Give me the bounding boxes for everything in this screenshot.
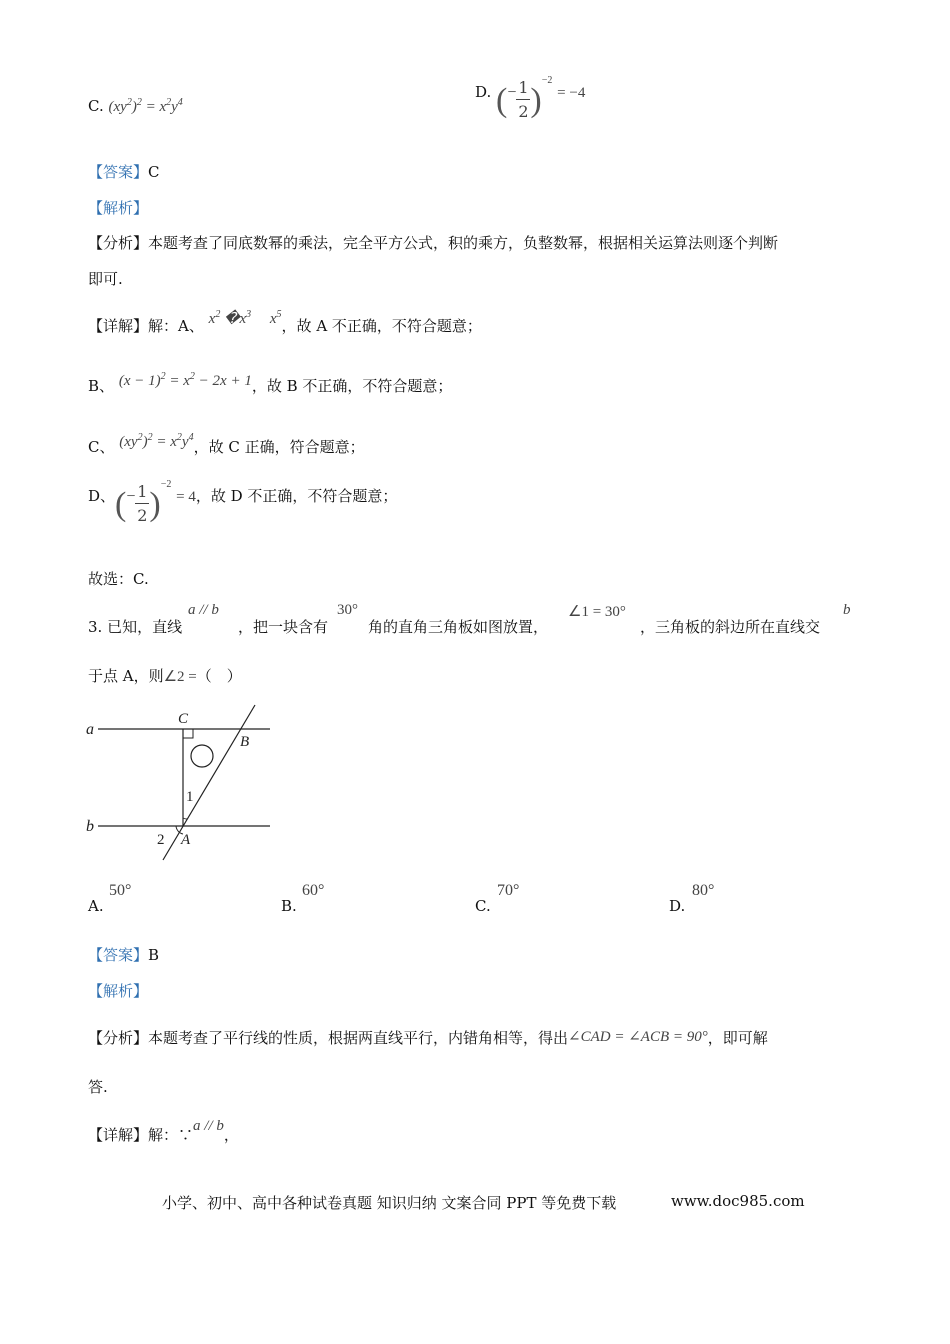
q3-option-b-value: 60° bbox=[302, 882, 325, 899]
q3-detail bbox=[88, 1118, 239, 1145]
footer-url[interactable]: www.doc985.com bbox=[671, 1192, 805, 1210]
angle-1-arc bbox=[183, 818, 187, 819]
q3-fenxi-line1 bbox=[88, 1027, 768, 1048]
q3-answer bbox=[88, 944, 159, 965]
fenxi-tag: 【分析】 bbox=[88, 1029, 149, 1047]
answer-tag: 【答案】 bbox=[88, 163, 149, 181]
triangle-hole bbox=[191, 745, 213, 767]
q3-option-c-letter: C. bbox=[475, 897, 491, 915]
detail-a-prefix: 解：A、 bbox=[148, 317, 204, 335]
q3-stem-5: 于点 A，则 bbox=[88, 667, 164, 685]
option-c-label: C. bbox=[88, 97, 104, 115]
detail-math: a // b bbox=[193, 1118, 224, 1134]
label-b: b bbox=[86, 818, 94, 835]
detail-c-prefix: C、 bbox=[88, 438, 115, 456]
detail-d-prefix: D、 bbox=[88, 487, 116, 505]
q2-conclusion: 故选：C. bbox=[88, 570, 149, 588]
q2-fenxi-line2: 即可. bbox=[88, 270, 123, 288]
q2-detail-c bbox=[88, 432, 365, 457]
q3-ab-parallel: a // b bbox=[188, 602, 219, 618]
detail-tag: 【详解】 bbox=[88, 317, 149, 335]
detail-a-suffix: ，故 A 不正确，不符合题意； bbox=[281, 317, 482, 335]
q3-angle-30: 30° bbox=[337, 602, 358, 618]
fenxi-text: 本题考查了平行线的性质，根据两直线平行，内错角相等，得出 bbox=[148, 1029, 569, 1047]
detail-c-suffix: ，故 C 正确，符合题意； bbox=[193, 438, 365, 456]
label-C: C bbox=[178, 711, 189, 727]
answer-value: B bbox=[148, 946, 160, 964]
parallel-lines-figure bbox=[84, 700, 284, 865]
q2-answer bbox=[88, 161, 160, 182]
q3-line-b: b bbox=[843, 602, 851, 618]
q3-option-d-letter: D. bbox=[669, 897, 686, 915]
detail-d-suffix: ，故 D 不正确，不符合题意； bbox=[195, 487, 398, 505]
q3-angle1-eq: ∠1 = 30° bbox=[568, 604, 626, 620]
fenxi-text: 本题考查了同底数幂的乘法，完全平方公式，积的乘方，负整数幂，根据相关运算法则逐个判断 bbox=[148, 234, 779, 252]
q3-option-a-letter: A. bbox=[88, 897, 104, 915]
label-B: B bbox=[240, 734, 250, 750]
detail-b-expression: $(x - 1)^2 = x^2 - 2x + 1$ bbox=[118, 371, 252, 389]
option-d-rhs: = −4 bbox=[557, 85, 586, 101]
q3-option-c-value: 70° bbox=[497, 882, 520, 899]
option-d-row: D. (− $\frac{1}{2}$ )$^{-2}$ = −4 bbox=[475, 75, 586, 121]
label-2: 2 bbox=[157, 832, 165, 848]
answer-tag: 【答案】 bbox=[88, 946, 149, 964]
option-c-row bbox=[88, 97, 183, 116]
hypotenuse-line bbox=[163, 705, 255, 860]
detail-b-prefix: B、 bbox=[88, 377, 115, 395]
footer-text: 小学、初中、高中各种试卷真题 知识归纳 文案合同 PPT 等免费下载 bbox=[162, 1194, 617, 1212]
q3-analysis-tag: 【解析】 bbox=[88, 982, 149, 1000]
detail-suffix: ， bbox=[223, 1126, 239, 1144]
q2-analysis-tag: 【解析】 bbox=[88, 199, 149, 217]
right-angle-mark bbox=[183, 729, 193, 738]
q2-fenxi-line1 bbox=[88, 232, 778, 253]
detail-prefix: 解：∵ bbox=[148, 1126, 194, 1144]
detail-tag: 【详解】 bbox=[88, 1126, 149, 1144]
fenxi-text-post: ，即可解 bbox=[707, 1029, 768, 1047]
fenxi-math: ∠CAD = ∠ACB = 90° bbox=[568, 1029, 708, 1045]
detail-c-expression: $(xy^2)^2 = x^2y^4$ bbox=[119, 432, 194, 450]
q3-stem-line2 bbox=[88, 665, 242, 686]
q3-stem-6: （ ） bbox=[196, 667, 242, 685]
q3-option-b-letter: B. bbox=[281, 897, 297, 915]
answer-value: C bbox=[148, 163, 160, 181]
label-1: 1 bbox=[186, 789, 194, 805]
q2-detail-b bbox=[88, 371, 453, 396]
q3-fenxi-line2: 答. bbox=[88, 1078, 108, 1096]
option-d-label: D. bbox=[475, 83, 492, 101]
fenxi-tag: 【分析】 bbox=[88, 234, 149, 252]
label-a: a bbox=[86, 721, 94, 738]
label-A: A bbox=[181, 832, 191, 848]
q3-stem-1: 3. 已知，直线 bbox=[88, 618, 183, 636]
q3-stem-4: ，三角板的斜边所在直线交 bbox=[640, 618, 821, 636]
detail-d-rhs: = 4 bbox=[176, 489, 196, 505]
q3-option-d-value: 80° bbox=[692, 882, 715, 899]
detail-b-suffix: ，故 B 不正确，不符合题意； bbox=[251, 377, 453, 395]
q2-detail-d: D、(− $\frac{1}{2}$ )$^{-2}$ = 4，故 D 不正确，不符合题意； bbox=[88, 479, 398, 525]
q3-stem-3: 角的直角三角板如图放置， bbox=[368, 618, 549, 636]
q3-angle2-eq: ∠2 = bbox=[163, 669, 197, 685]
q3-option-a-value: 50° bbox=[109, 882, 132, 899]
q2-detail-a bbox=[88, 309, 482, 336]
detail-a-expression: $x^2$ $�x^3$ $x^5$ bbox=[208, 309, 282, 327]
option-c-expression: $(xy^2)^2 = x^2y^4$ bbox=[108, 97, 183, 115]
q3-stem-2: ，把一块含有 bbox=[238, 618, 329, 636]
